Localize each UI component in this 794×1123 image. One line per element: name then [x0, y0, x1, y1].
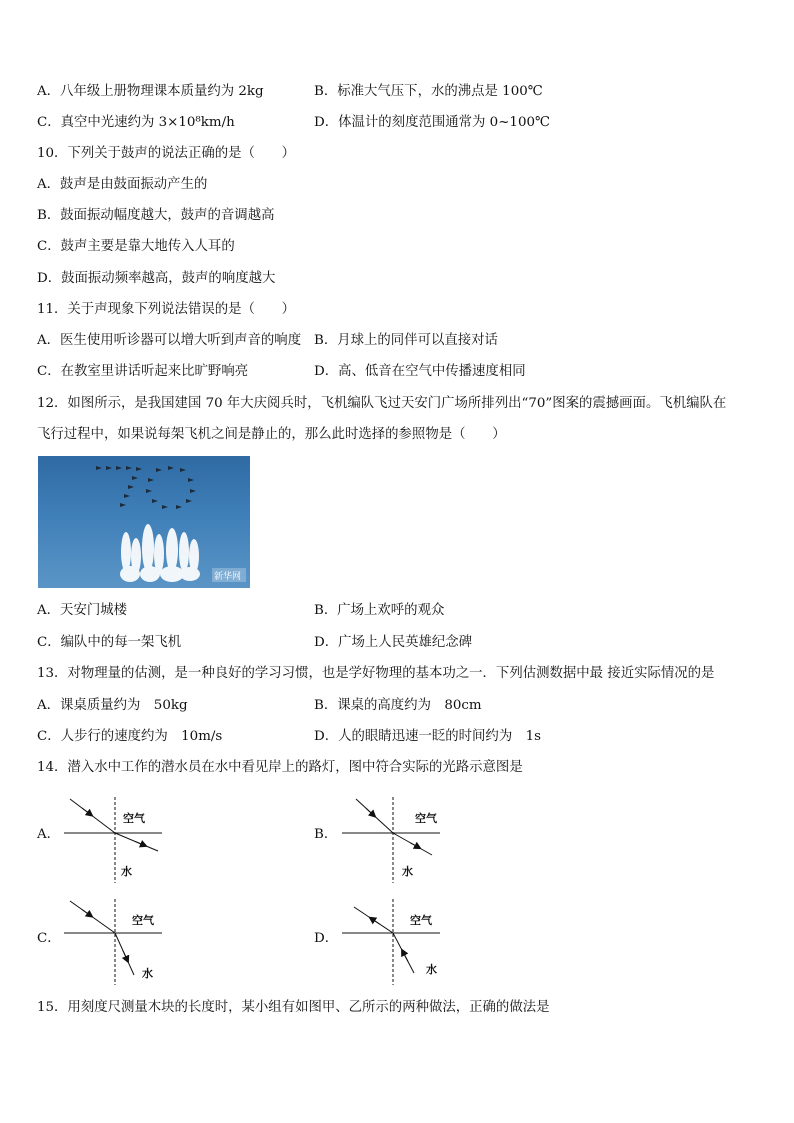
- q9-option-b: B．标准大气压下，水的沸点是 100℃: [314, 84, 543, 99]
- q14-b-water-label: 水: [402, 865, 413, 878]
- q9-option-c: C．真空中光速约为 3×10⁸km/h: [37, 115, 235, 130]
- q13-option-c: C．人步行的速度约为 10m/s: [37, 729, 223, 744]
- aircraft-formation-zero: [146, 466, 196, 509]
- q13-stem: 13．对物理量的估测，是一种良好的学习习惯，也是学好物理的基本功之一．下列估测数据中最 接近实际情况的是: [37, 666, 715, 681]
- q10-option-b: B．鼓面振动幅度越大，鼓声的音调越高: [37, 208, 275, 223]
- q14-diagram-d: [338, 897, 448, 987]
- q12-stem-line1: 12．如图所示，是我国建国 70 年大庆阅兵时，飞机编队飞过天安门广场所排列出“70”图案的震撼画面。飞机编队在: [37, 396, 727, 411]
- q12-option-c: C．编队中的每一架飞机: [37, 635, 182, 650]
- q9-option-d: D．体温计的刻度范围通常为 0~100℃: [314, 115, 550, 130]
- q14-stem: 14．潜入水中工作的潜水员在水中看见岸上的路灯，图中符合实际的光路示意图是: [37, 760, 523, 775]
- photo-watermark: 新华网: [214, 572, 242, 582]
- q14-diagram-a: [60, 795, 170, 885]
- q15-stem: 15．用刻度尺测量木块的长度时，某小组有如图甲、乙所示的两种做法，正确的做法是: [37, 1000, 550, 1015]
- q14-a-air-label: 空气: [123, 812, 145, 825]
- q11-option-d: D．高、低音在空气中传播速度相同: [314, 364, 526, 379]
- q10-stem: 10．下列关于鼓声的说法正确的是（ ）: [37, 146, 296, 161]
- aircraft-formation-seven: [96, 466, 142, 507]
- q13-option-b: B．课桌的高度约为 80cm: [314, 698, 482, 713]
- q14-option-d-label: D．: [314, 931, 339, 946]
- q12-option-a: A．天安门城楼: [37, 603, 128, 618]
- q14-c-water-label: 水: [142, 967, 153, 980]
- q10-option-a: A．鼓声是由鼓面振动产生的: [37, 177, 208, 192]
- q14-diagram-b: [338, 795, 448, 885]
- q14-option-a-label: A．: [37, 827, 61, 842]
- q10-option-d: D．鼓面振动频率越高，鼓声的响度越大: [37, 271, 276, 286]
- q13-option-d: D．人的眼睛迅速一眨的时间约为 1s: [314, 729, 541, 744]
- q11-option-a: A．医生使用听诊器可以增大听到声音的响度: [37, 333, 302, 348]
- q14-a-water-label: 水: [121, 865, 132, 878]
- q12-option-b: B．广场上欢呼的观众: [314, 603, 445, 618]
- q14-b-air-label: 空气: [415, 812, 437, 825]
- q14-option-c-label: C．: [37, 931, 61, 946]
- flyover-photo: [38, 456, 250, 588]
- flyover-photo-drawing: [38, 456, 250, 588]
- q14-d-air-label: 空气: [410, 914, 432, 927]
- q14-option-b-label: B．: [314, 827, 338, 842]
- smoke-trails: [120, 524, 200, 582]
- q10-option-c: C．鼓声主要是靠大地传入人耳的: [37, 239, 235, 254]
- q11-option-c: C．在教室里讲话听起来比旷野响亮: [37, 364, 249, 379]
- q11-option-b: B．月球上的同伴可以直接对话: [314, 333, 498, 348]
- q12-stem-line2: 飞行过程中，如果说每架飞机之间是静止的，那么此时选择的参照物是（ ）: [37, 427, 506, 442]
- q14-c-air-label: 空气: [132, 914, 154, 927]
- q9-option-a: A．八年级上册物理课本质量约为 2kg: [37, 84, 264, 99]
- q12-option-d: D．广场上人民英雄纪念碑: [314, 635, 473, 650]
- q13-option-a: A．课桌质量约为 50kg: [37, 698, 188, 713]
- q14-diagram-c: [60, 897, 170, 987]
- q11-stem: 11．关于声现象下列说法错误的是（ ）: [37, 302, 296, 317]
- q14-d-water-label: 水: [426, 963, 437, 976]
